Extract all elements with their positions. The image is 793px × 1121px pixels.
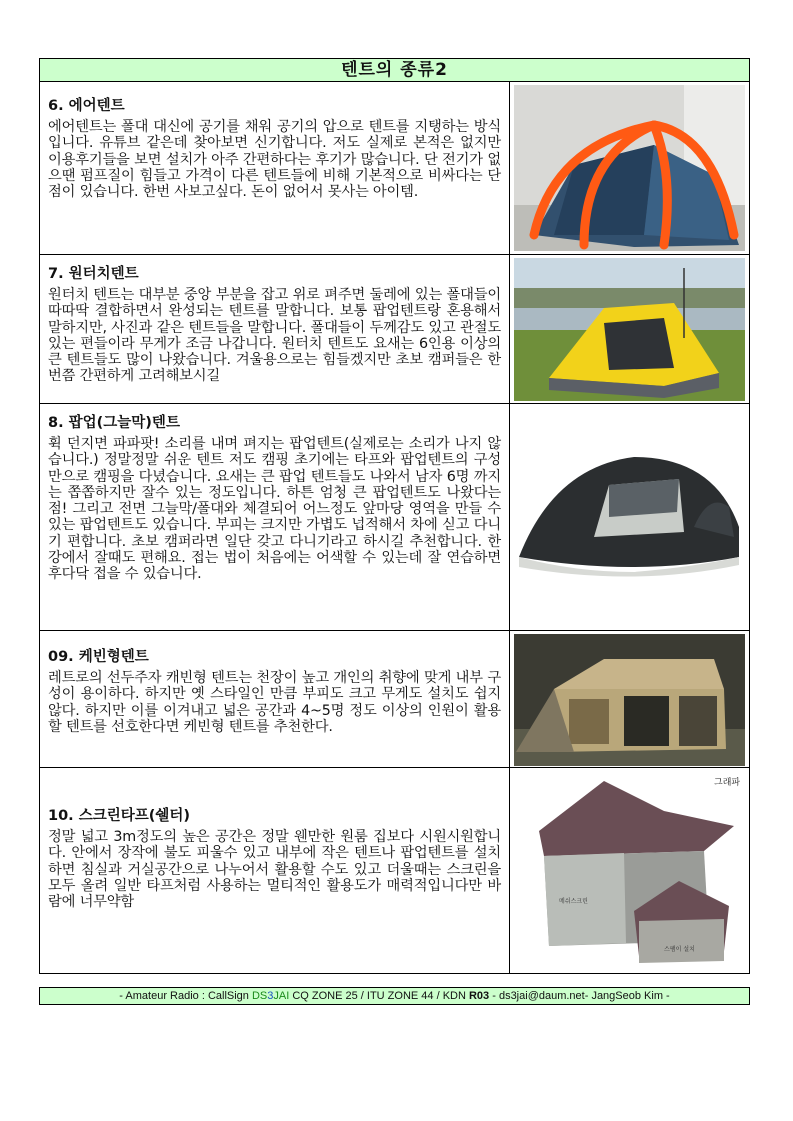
callsign: [252, 990, 289, 1002]
screen-tarp-photo: [510, 768, 749, 974]
onetouch-tent-photo: [510, 255, 749, 403]
screen-tarp-image: [514, 771, 745, 971]
section-body: 정말 넓고 3m정도의 높은 공간은 정말 웬만한 원룸 집보다 시원시원합니다. 안에서 장작에 불도 피울수 있고 내부에 작은 텐트나 팝업텐트를 설치하면 침실과 거실공간으로 나누어서 활용할 수도 있고 더울때는 스크린을 모두 올려 일반 타프처럼 사용하는 멀티적인 활용도가 매력적입니다만 바람에 너무약함: [48, 829, 501, 911]
section-heading: 6. 에어텐트: [48, 98, 125, 114]
callsign-part-b: 3: [267, 990, 274, 1002]
section-heading: 7. 원터치텐트: [48, 266, 139, 282]
section-heading: 09. 케빈형텐트: [48, 649, 149, 665]
callsign-part-a: DS: [251, 990, 268, 1002]
footer-bar: [39, 987, 750, 1005]
tent-table: [39, 82, 750, 974]
tent-text-cell: [40, 631, 510, 767]
section-heading: 8. 팝업(그늘막)텐트: [48, 415, 180, 431]
tent-row-screen: [40, 768, 749, 974]
footer-contact: - ds3jai@daum.net- JangSeob Kim -: [489, 990, 670, 1002]
footer-zones: CQ ZONE 25 / ITU ZONE 44 / KDN: [289, 990, 469, 1002]
footer-prefix: - Amateur Radio : CallSign: [119, 990, 252, 1002]
tent-text-cell: [40, 82, 510, 254]
air-tent-image: [514, 85, 745, 251]
tent-row-popup: [40, 404, 749, 631]
section-body: 에어텐트는 폴대 대신에 공기를 채워 공기의 압으로 텐트를 지탱하는 방식입니다. 유튜브 같은데 찾아보면 신기합니다. 저도 실제로 본적은 없지만 이용후기들을 보면 설치가 아주 간편하다는 후기가 많습니다. 단 전기가 없으땐 펌프질이 힘들고 가격이 다른 텐트들에 비해 기본적으로 비싸다는 단점이 있습니다. 한번 사보고싶다. 돈이 없어서 못사는 아이템.: [48, 119, 501, 201]
tent-row-air: [40, 82, 749, 255]
cabin-tent-image: [514, 634, 745, 766]
kdn-code: R03: [468, 990, 490, 1002]
image-caption-2: 스팸이 설치: [664, 946, 695, 953]
cabin-tent-photo: [510, 631, 749, 767]
brand-label: 그래파: [714, 778, 741, 788]
section-body: 레트로의 선두주자 캐빈형 텐트는 천장이 높고 개인의 취향에 맞게 내부 구성이 용이하다. 하지만 옛 스타일인 만큼 부피도 크고 무게도 설치도 쉽지 않다. 하지만 이를 이겨내고 넓은 공간과 4~5명 정도 이상의 인원이 활용할 텐트를 선호한다면 케빈형 텐트를 추천한다.: [48, 670, 501, 735]
section-body: 원터치 텐트는 대부분 중앙 부분을 잡고 위로 펴주면 둘레에 있는 폴대들이 따따딱 결합하면서 완성되는 텐트를 말합니다. 보통 팝업텐트랑 혼용해서 말하지만, 사진과 같은 텐트들을 말합니다. 폴대들이 두께감도 있고 관절도 있는 편들이라 무게가 조금 나갑니다. 원터치 텐트도 요새는 6인용 이상의 큰 텐트들도 많이 나왔습니다. 겨울용으로는 힘들겠지만 초보 캠퍼들은 한번쯤 간편하게 고려해보시길: [48, 287, 501, 385]
tent-row-onetouch: [40, 255, 749, 404]
tent-text-cell: [40, 255, 510, 403]
callsign-part-c: JAI: [273, 990, 290, 1002]
popup-tent-image: [514, 407, 745, 627]
section-heading: 10. 스크린타프(쉘터): [48, 808, 191, 824]
tent-text-cell: [40, 404, 510, 630]
image-caption-1: 메쉬스크린: [559, 898, 588, 905]
popup-tent-photo: [510, 404, 749, 630]
page-title: 텐트의 종류2: [39, 58, 750, 82]
tent-row-cabin: [40, 631, 749, 768]
tent-text-cell: [40, 768, 510, 974]
air-tent-photo: [510, 82, 749, 254]
section-body: 휙 던지면 파파팟! 소리를 내며 펴지는 팝업텐트(실제로는 소리가 나지 않습니다.) 정말정말 쉬운 텐트 저도 캠핑 초기에는 타프와 팝업텐트의 구성만으로 캠핑을 다녔습니다. 요새는 큰 팝업 텐트들도 나와서 남자 6명 까지는 쫍쫍하지만 잘수 있는 정도입니다. 하튼 엄청 큰 팝업텐트도 나왔다는 점! 그리고 전면 그늘막/폴대와 체결되어 어느정도 앞마당 영역을 만들 수 있는 팝업텐트도 있습니다. 부피는 크지만 가볍도 넙적해서 차에 싣고 다니기 편합니다. 초보 캠퍼라면 일단 갖고 다니기라고 하시길 추천합니다. 한강에서 잘때도 편해요. 접는 법이 처음에는 어색할 수 있는데 잘 연습하면 후다닥 접을 수 있습니다.: [48, 436, 501, 583]
onetouch-tent-image: [514, 258, 745, 401]
